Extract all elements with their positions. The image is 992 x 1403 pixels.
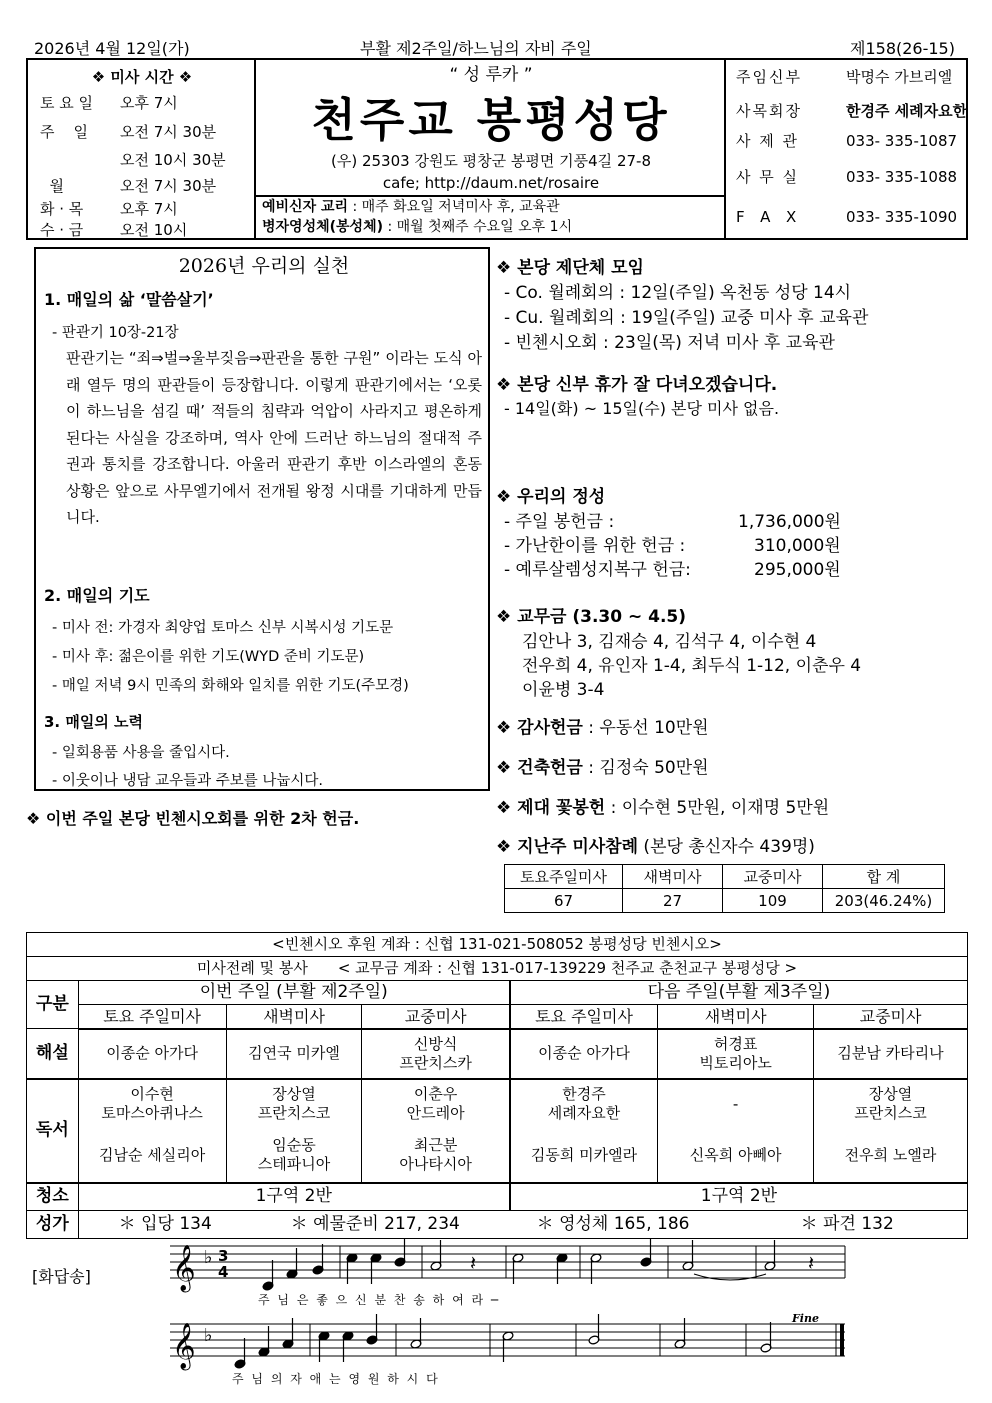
mass-header: 교중미사	[814, 1005, 968, 1029]
effort-item: - 일회용품 사용을 줄입시다.	[52, 745, 230, 761]
reading-label: 독서	[27, 1079, 79, 1183]
mass-time-row: 오전 10시 30분	[120, 151, 226, 169]
contact-row: 사 무 실 033- 335-1088	[736, 168, 958, 186]
liturgical-day: 부활 제2주일/하느님의 자비 주일	[360, 39, 592, 58]
notes-line-2	[234, 1314, 844, 1369]
fine-mark: Fine	[792, 1312, 819, 1325]
parish-subtitle: “ 성 루카 ”	[449, 65, 533, 85]
bulletin-date: 2026년 4월 12일(가)	[34, 39, 190, 58]
contact-row: 사 제 관 033- 335-1087	[736, 132, 958, 150]
roster-table	[26, 932, 968, 1239]
vacation-note: - 14일(화) ~ 15일(수) 본당 미사 없음.	[504, 399, 780, 418]
reading-cell: 한경주 세례자요한	[510, 1079, 658, 1129]
attendance-title: ❖ 지난주 미사참례 (본당 총신자수 439명)	[496, 837, 815, 857]
flower-offering: ❖ 제대 꽃봉헌 : 이수현 5만원, 이재명 5만원	[496, 798, 830, 818]
table-row	[27, 1029, 968, 1079]
mass-header: 교중미사	[362, 1005, 510, 1029]
mass-times-title: ❖ 미사 시간 ❖	[91, 68, 193, 86]
rest-icon: 𝄽	[808, 1251, 815, 1275]
reading-cell: 장상열 프란치스코	[226, 1079, 362, 1129]
psalm-lyric-1: 주 님 은 좋 으 신 분 찬 송 하 여 라 ─	[258, 1293, 501, 1307]
attendance-value: 67	[505, 889, 623, 913]
mass-time-row: 주 일 오전 7시 30분	[40, 123, 217, 141]
prayer-item: - 미사 전: 가경자 최양업 토마스 신부 시복시성 기도문	[52, 620, 394, 636]
contacts	[726, 60, 966, 238]
hymn-list: ＊ 입당 134 ＊ 예물준비 217, 234 ＊ 영성체 165, 186 ＊ 파견 132	[78, 1211, 967, 1239]
group-item: - Co. 월례회의 : 12일(주일) 옥천동 성당 14시	[504, 283, 852, 303]
mass-header: 토요 주일미사	[510, 1005, 658, 1029]
psalm-label: [화답송]	[32, 1267, 91, 1286]
attendance-header: 토요주일미사	[505, 865, 623, 889]
comment-label: 해설	[27, 1029, 79, 1079]
reading-cell: 김동희 미카엘라	[510, 1129, 658, 1183]
comment-cell: 이종순 아가다	[510, 1029, 658, 1079]
this-week-header: 이번 주일 (부활 제2주일)	[78, 981, 510, 1005]
vacation-title: ❖ 본당 신부 휴가 잘 다녀오겠습니다.	[496, 375, 778, 395]
table-row	[505, 865, 945, 889]
attendance-value: 109	[723, 889, 823, 913]
reading-cell: 신옥희 아뻬아	[658, 1129, 814, 1183]
mass-header: 새벽미사	[226, 1005, 362, 1029]
comment-cell: 김분남 카타리나	[814, 1029, 968, 1079]
mass-header: 토요 주일미사	[78, 1005, 226, 1029]
comment-cell: 신방식 프란치스카	[362, 1029, 510, 1079]
offering-title: ❖ 우리의 정성	[496, 487, 606, 507]
table-row	[27, 1129, 968, 1183]
table-row	[27, 1079, 968, 1129]
practice-heading-3: 3. 매일의 노력	[44, 713, 144, 731]
flat-icon: ♭	[204, 1325, 213, 1346]
issue-number: 제158(26-15)	[850, 39, 955, 58]
dues-account: 미사전례 및 봉사 < 교무금 계좌 : 신협 131-017-139229 천주교 춘천교구 봉평성당 >	[27, 957, 968, 981]
mass-time-row: 월 오전 7시 30분	[40, 177, 217, 195]
prayer-item: - 미사 후: 젊은이를 위한 기도(WYD 준비 기도문)	[52, 649, 365, 665]
offering-row: - 주일 봉헌금 : 1,736,000원	[504, 512, 841, 532]
parish-notes: 예비신자 교리 : 매주 화요일 저녁미사 후, 교육관 병자영성체(봉성체) : 매월 첫째주 수요일 오후 1시	[256, 195, 726, 238]
hymn-label: 성가	[27, 1211, 79, 1239]
clean-label: 청소	[27, 1183, 79, 1211]
parish-address: (우) 25303 강원도 평창군 봉평면 기풍4길 27-8	[331, 152, 651, 170]
tie	[694, 1274, 766, 1280]
prayer-item: - 매일 저녁 9시 민족의 화해와 일치를 위한 기도(주모경)	[52, 678, 409, 694]
psalm-score	[160, 1238, 850, 1388]
effort-item: - 이웃이나 냉담 교우들과 주보를 나눕시다.	[52, 773, 324, 789]
vincent-account: <빈첸시오 후원 계좌 : 신협 131-021-508052 봉평성당 빈첸시오>	[27, 933, 968, 957]
practice-verse: - 판관기 10장-21장	[52, 325, 179, 341]
reading-cell: 최근분 아나타시아	[362, 1129, 510, 1183]
practice-heading-2: 2. 매일의 기도	[44, 586, 150, 605]
offering-row: - 예루살렘성지복구 헌금: 295,000원	[504, 560, 841, 580]
offering-row: - 가난한이를 위한 헌금 : 310,000원	[504, 536, 841, 556]
reading-cell: 이춘우 안드레아	[362, 1079, 510, 1129]
table-row	[27, 1211, 968, 1239]
table-row	[27, 1183, 968, 1211]
comment-cell: 이종순 아가다	[78, 1029, 226, 1079]
groups-title: ❖ 본당 제단체 모임	[496, 258, 644, 278]
parish-name: 천주교 봉평성당	[311, 93, 671, 147]
practice-heading-1: 1. 매일의 삶 ‘말씀살기’	[44, 290, 214, 309]
contact-row: F A X 033- 335-1090	[736, 208, 958, 226]
table-row	[27, 957, 968, 981]
reading-cell: 임순동 스테파니아	[226, 1129, 362, 1183]
building-offering: ❖ 건축헌금 : 김정숙 50만원	[496, 758, 709, 778]
table-row	[505, 889, 945, 913]
dues-title: ❖ 교무금 (3.30 ~ 4.5)	[496, 607, 687, 627]
reading-cell: 이수현 토마스아퀴나스	[78, 1079, 226, 1129]
practice-body: 판관기는 “죄⇒벌⇒울부짖음⇒판관을 통한 구원” 이라는 도식 아래 열두 명의 판관들이 등장합니다. 이렇게 판관기에서는 ‘오롯이 하느님을 섬길 때’ 적들의 침략과 억압이 사라지고 평온하게 된다는 사실을 강조하며, 역사 안에 드러난 하느님의 절대적 주권과 통치를 강조합니다. 아울러 판관기 후반 이스라엘의 혼동 상황은 앞으로 사무엘기에서 전개될 왕정 시대를 기대하게 만듭니다.	[66, 349, 482, 526]
table-row	[27, 981, 968, 1005]
contact-row: 주임신부 박명수 가브리엘	[736, 68, 953, 86]
rest-icon: 𝄽	[470, 1251, 477, 1275]
final-bar	[840, 1324, 844, 1356]
time-signature-top: 3	[218, 1247, 229, 1265]
second-collection-notice: ❖ 이번 주일 본당 빈첸시오회를 위한 2차 헌금.	[26, 809, 360, 828]
attendance-value: 27	[623, 889, 723, 913]
comment-cell: 허경표 빅토리아노	[658, 1029, 814, 1079]
attendance-header: 새벽미사	[623, 865, 723, 889]
group-item: - Cu. 월례회의 : 19일(주일) 교중 미사 후 교육관	[504, 308, 869, 328]
attendance-table	[504, 864, 945, 913]
reading-cell: -	[658, 1079, 814, 1129]
clean-cell: 1구역 2반	[510, 1183, 968, 1211]
practice-title: 2026년 우리의 실천	[178, 255, 350, 277]
staff-1	[170, 1246, 845, 1278]
mass-time-row: 화 · 목 오후 7시	[40, 200, 178, 218]
dues-line: 김안나 3, 김재승 4, 김석구 4, 이수현 4	[522, 632, 817, 652]
table-row	[27, 933, 968, 957]
contact-row: 사목회장 한경주 세례자요한	[736, 102, 968, 120]
header-box	[26, 58, 968, 240]
attendance-value: 203(46.24%)	[823, 889, 945, 913]
col-label: 구분	[27, 981, 79, 1029]
mass-time-row: 토 요 일 오후 7시	[40, 94, 178, 112]
next-week-header: 다음 주일(부활 제3주일)	[510, 981, 968, 1005]
parish-cafe-link[interactable]: cafe; http://daum.net/rosaire	[382, 174, 600, 192]
attendance-header: 합 계	[823, 865, 945, 889]
table-row	[27, 1005, 968, 1029]
mass-times	[28, 60, 256, 238]
time-signature-bottom: 4	[218, 1263, 229, 1281]
treble-clef-icon: 𝄞	[172, 1323, 196, 1369]
comment-cell: 김연국 미카엘	[226, 1029, 362, 1079]
reading-cell: 전우희 노엘라	[814, 1129, 968, 1183]
parish-title-block	[256, 60, 726, 238]
flat-icon: ♭	[204, 1247, 213, 1268]
treble-clef-icon: 𝄞	[172, 1245, 196, 1291]
psalm-lyric-2: 주 님 의 자 애 는 영 원 하 시 다	[232, 1372, 440, 1386]
group-item: - 빈첸시오회 : 23일(목) 저녁 미사 후 교육관	[504, 333, 835, 353]
thanks-offering: ❖ 감사헌금 : 우동선 10만원	[496, 718, 709, 738]
dues-line: 전우희 4, 유인자 1-4, 최두식 1-12, 이춘우 4	[522, 656, 862, 676]
mass-time-row: 수 · 금 오전 10시	[40, 221, 188, 239]
clean-cell: 1구역 2반	[78, 1183, 510, 1211]
reading-cell: 김남순 세실리아	[78, 1129, 226, 1183]
mass-header: 새벽미사	[658, 1005, 814, 1029]
dues-line: 이윤병 3-4	[522, 680, 605, 700]
reading-cell: 장상열 프란치스코	[814, 1079, 968, 1129]
attendance-header: 교중미사	[723, 865, 823, 889]
